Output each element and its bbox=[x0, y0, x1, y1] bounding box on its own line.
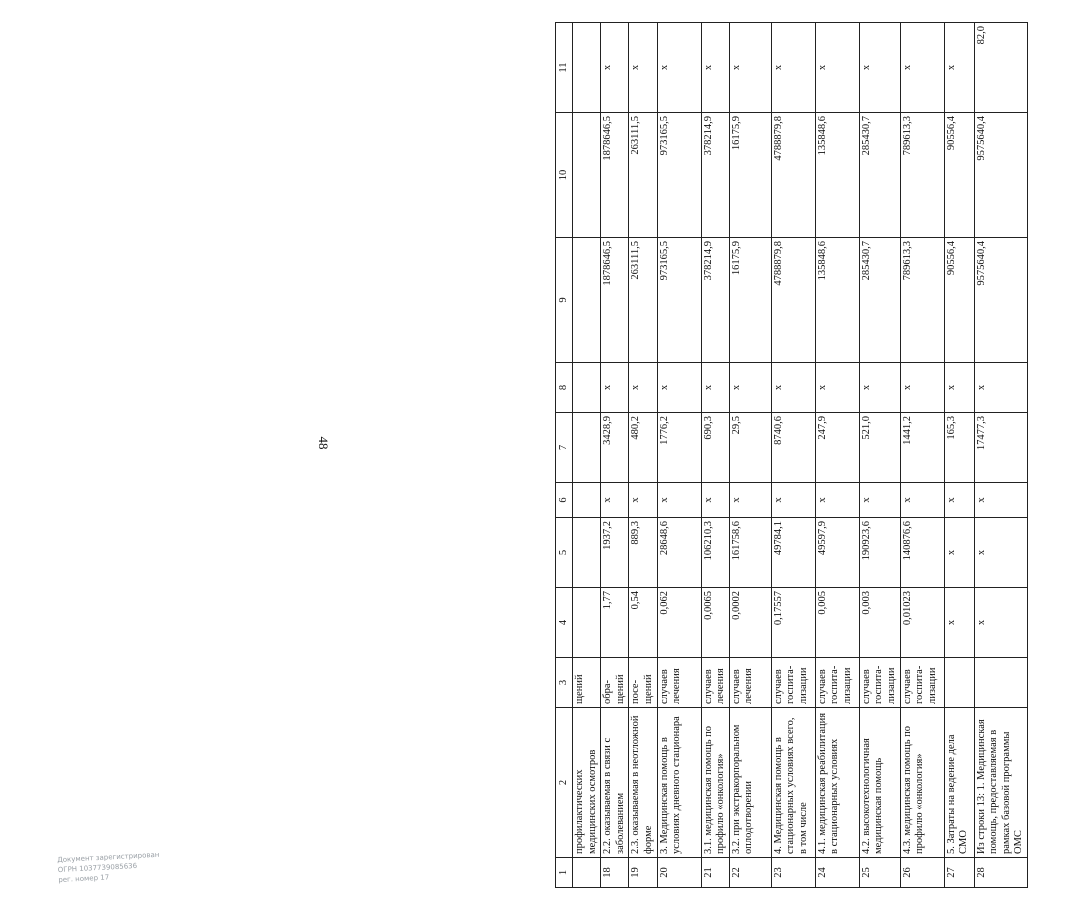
indicator-cell: 2.3. оказываемая в неотложной форме bbox=[629, 708, 657, 858]
value-cell bbox=[573, 238, 601, 363]
value-cell bbox=[573, 363, 601, 413]
value-cell: 0,0065 bbox=[701, 588, 729, 658]
value-cell: х bbox=[657, 483, 701, 518]
indicator-cell: 2.2. оказываемая в связи с заболеванием bbox=[601, 708, 629, 858]
value-cell: х bbox=[859, 483, 900, 518]
column-number-7: 7 bbox=[556, 413, 573, 483]
value-cell: 0,17557 bbox=[771, 588, 815, 658]
value-cell: 190923,6 bbox=[859, 518, 900, 588]
unit-cell bbox=[974, 658, 1027, 708]
table-row bbox=[601, 23, 629, 888]
value-cell: 0,005 bbox=[815, 588, 859, 658]
value-cell: х bbox=[900, 363, 944, 413]
row-number-cell: 24 bbox=[815, 858, 859, 888]
value-cell bbox=[573, 483, 601, 518]
value-cell: 106210,3 bbox=[701, 518, 729, 588]
value-cell bbox=[573, 113, 601, 238]
value-cell: х bbox=[771, 363, 815, 413]
value-cell: 1878646,5 bbox=[601, 238, 629, 363]
value-cell: 789613,3 bbox=[900, 113, 944, 238]
value-cell bbox=[573, 413, 601, 483]
unit-cell: случаев госпита-лизации bbox=[771, 658, 815, 708]
indicator-cell: 3.1. медицинская помощь по профилю «онкология» bbox=[701, 708, 729, 858]
value-cell: х bbox=[729, 363, 771, 413]
column-number-1: 1 bbox=[556, 858, 573, 888]
unit-cell: случаев лечения bbox=[657, 658, 701, 708]
table-body bbox=[556, 23, 1028, 888]
value-cell: 29,5 bbox=[729, 413, 771, 483]
indicator-cell: 5. Затраты на ведение дела СМО bbox=[944, 708, 974, 858]
value-cell: 9575640,4 bbox=[974, 113, 1027, 238]
column-number-8: 8 bbox=[556, 363, 573, 413]
stamp-line: ОГРН 1037739085636 bbox=[57, 861, 138, 875]
value-cell bbox=[573, 588, 601, 658]
value-cell: 378214,9 bbox=[701, 113, 729, 238]
value-cell: 263111,5 bbox=[629, 113, 657, 238]
column-number-4: 4 bbox=[556, 588, 573, 658]
data-table bbox=[555, 22, 1028, 888]
value-cell: х bbox=[815, 363, 859, 413]
value-cell: 90556,4 bbox=[944, 238, 974, 363]
table-row bbox=[701, 23, 729, 888]
unit-cell: случаев лечения bbox=[729, 658, 771, 708]
value-cell: 1,77 bbox=[601, 588, 629, 658]
row-number-cell: 19 bbox=[629, 858, 657, 888]
table-row bbox=[573, 23, 601, 888]
value-cell: 263111,5 bbox=[629, 238, 657, 363]
value-cell: 3428,9 bbox=[601, 413, 629, 483]
value-cell: 285430,7 bbox=[859, 113, 900, 238]
registration-stamp bbox=[57, 849, 177, 895]
column-number-2: 2 bbox=[556, 708, 573, 858]
value-cell: 135848,6 bbox=[815, 113, 859, 238]
value-cell: 17477,3 bbox=[974, 413, 1027, 483]
indicator-cell: 4.2. высокотехнологичная медицинская помощь bbox=[859, 708, 900, 858]
row-number-cell: 22 bbox=[729, 858, 771, 888]
value-cell bbox=[573, 23, 601, 113]
value-cell: 16175,9 bbox=[729, 238, 771, 363]
value-cell: х bbox=[859, 363, 900, 413]
table-row bbox=[771, 23, 815, 888]
value-cell: 28648,6 bbox=[657, 518, 701, 588]
value-cell bbox=[573, 518, 601, 588]
value-cell: х bbox=[629, 483, 657, 518]
row-number-cell: 25 bbox=[859, 858, 900, 888]
row-number-cell: 20 bbox=[657, 858, 701, 888]
table-row bbox=[657, 23, 701, 888]
value-cell: х bbox=[601, 363, 629, 413]
row-number-cell: 28 bbox=[974, 858, 1027, 888]
table-row bbox=[729, 23, 771, 888]
column-number-11: 11 bbox=[556, 23, 573, 113]
indicator-cell: 4. Медицинская помощь в стационарных условиях всего, в том числе bbox=[771, 708, 815, 858]
value-cell: 0,062 bbox=[657, 588, 701, 658]
column-number-9: 9 bbox=[556, 238, 573, 363]
value-cell: х bbox=[729, 483, 771, 518]
unit-cell: щений bbox=[573, 658, 601, 708]
indicator-cell: 4.1. медицинская реабилитация в стационарных условиях bbox=[815, 708, 859, 858]
value-cell: х bbox=[944, 588, 974, 658]
value-cell: х bbox=[701, 483, 729, 518]
value-cell: х bbox=[974, 363, 1027, 413]
value-cell: 889,3 bbox=[629, 518, 657, 588]
value-cell: х bbox=[944, 518, 974, 588]
value-cell: х bbox=[974, 518, 1027, 588]
value-cell: 1776,2 bbox=[657, 413, 701, 483]
value-cell: х bbox=[900, 483, 944, 518]
value-cell: 90556,4 bbox=[944, 113, 974, 238]
unit-cell: случаев госпита-лизации bbox=[900, 658, 944, 708]
value-cell: х bbox=[944, 483, 974, 518]
value-cell: 1878646,5 bbox=[601, 113, 629, 238]
value-cell: 1937,2 bbox=[601, 518, 629, 588]
table-row bbox=[900, 23, 944, 888]
value-cell: 973165,5 bbox=[657, 238, 701, 363]
value-cell: х bbox=[601, 23, 629, 113]
row-number-cell: 21 bbox=[701, 858, 729, 888]
unit-cell: случаев лечения bbox=[701, 658, 729, 708]
unit-cell bbox=[944, 658, 974, 708]
value-cell: 135848,6 bbox=[815, 238, 859, 363]
value-cell: 1441,2 bbox=[900, 413, 944, 483]
value-cell: 480,2 bbox=[629, 413, 657, 483]
column-number-5: 5 bbox=[556, 518, 573, 588]
row-number-cell: 23 bbox=[771, 858, 815, 888]
stamp-line: Документ зарегистрирован bbox=[57, 850, 160, 865]
row-number-cell: 18 bbox=[601, 858, 629, 888]
table-row bbox=[815, 23, 859, 888]
value-cell: 165,3 bbox=[944, 413, 974, 483]
value-cell: 378214,9 bbox=[701, 238, 729, 363]
value-cell: х bbox=[601, 483, 629, 518]
value-cell: 0,54 bbox=[629, 588, 657, 658]
value-cell: 789613,3 bbox=[900, 238, 944, 363]
value-cell: х bbox=[974, 483, 1027, 518]
value-cell: 0,003 bbox=[859, 588, 900, 658]
value-cell: 690,3 bbox=[701, 413, 729, 483]
value-cell: 49784,1 bbox=[771, 518, 815, 588]
value-cell: 521,0 bbox=[859, 413, 900, 483]
value-cell: х bbox=[657, 23, 701, 113]
column-number-10: 10 bbox=[556, 113, 573, 238]
value-cell: 16175,9 bbox=[729, 113, 771, 238]
row-number-cell: 26 bbox=[900, 858, 944, 888]
unit-cell: посе-щений bbox=[629, 658, 657, 708]
value-cell: х bbox=[657, 363, 701, 413]
indicator-cell: 4.3. медицинская помощь по профилю «онкология» bbox=[900, 708, 944, 858]
value-cell: х bbox=[729, 23, 771, 113]
value-cell: 9575640,4 bbox=[974, 238, 1027, 363]
column-number-3: 3 bbox=[556, 658, 573, 708]
page-number: 48 bbox=[316, 436, 331, 450]
unit-cell: случаев госпита-лизации bbox=[815, 658, 859, 708]
value-cell: х bbox=[701, 23, 729, 113]
value-cell: х bbox=[629, 23, 657, 113]
table-row bbox=[859, 23, 900, 888]
stamp-line: рег. номер 17 bbox=[58, 873, 110, 885]
value-cell: х bbox=[701, 363, 729, 413]
value-cell: 49597,9 bbox=[815, 518, 859, 588]
value-cell: х bbox=[629, 363, 657, 413]
value-cell: 8740,6 bbox=[771, 413, 815, 483]
value-cell: х bbox=[944, 363, 974, 413]
value-cell: 0,01023 bbox=[900, 588, 944, 658]
row-number-cell: 27 bbox=[944, 858, 974, 888]
value-cell: 140876,6 bbox=[900, 518, 944, 588]
unit-cell: случаев госпита-лизации bbox=[859, 658, 900, 708]
value-cell: х bbox=[771, 23, 815, 113]
value-cell: х bbox=[771, 483, 815, 518]
value-cell: х bbox=[815, 483, 859, 518]
value-cell: х bbox=[815, 23, 859, 113]
value-cell: х bbox=[859, 23, 900, 113]
value-cell: 247,9 bbox=[815, 413, 859, 483]
indicator-cell: Из строки 13: 1. Медицинская помощь, предоставляемая в рамках базовой программы ОМС bbox=[974, 708, 1027, 858]
value-cell: 0,0002 bbox=[729, 588, 771, 658]
table-header-row bbox=[556, 23, 573, 888]
unit-cell: обра-щений bbox=[601, 658, 629, 708]
indicator-cell: 3. Медицинская помощь в условиях дневного стационара bbox=[657, 708, 701, 858]
value-cell: 285430,7 bbox=[859, 238, 900, 363]
table-row bbox=[974, 23, 1027, 888]
value-cell: х bbox=[944, 23, 974, 113]
value-cell: х bbox=[900, 23, 944, 113]
value-cell: 973165,5 bbox=[657, 113, 701, 238]
rotated-table-wrapper bbox=[555, 23, 1087, 888]
indicator-cell: 3.2. при экстракорпоральном оплодотворении bbox=[729, 708, 771, 858]
value-cell: 4788879,8 bbox=[771, 113, 815, 238]
row-number-cell bbox=[573, 858, 601, 888]
value-cell: 82,0 bbox=[974, 23, 1027, 113]
value-cell: 161758,6 bbox=[729, 518, 771, 588]
table-row bbox=[944, 23, 974, 888]
table-row bbox=[629, 23, 657, 888]
value-cell: 4788879,8 bbox=[771, 238, 815, 363]
column-number-6: 6 bbox=[556, 483, 573, 518]
indicator-cell: профилактических медицинских осмотров bbox=[573, 708, 601, 858]
value-cell: х bbox=[974, 588, 1027, 658]
